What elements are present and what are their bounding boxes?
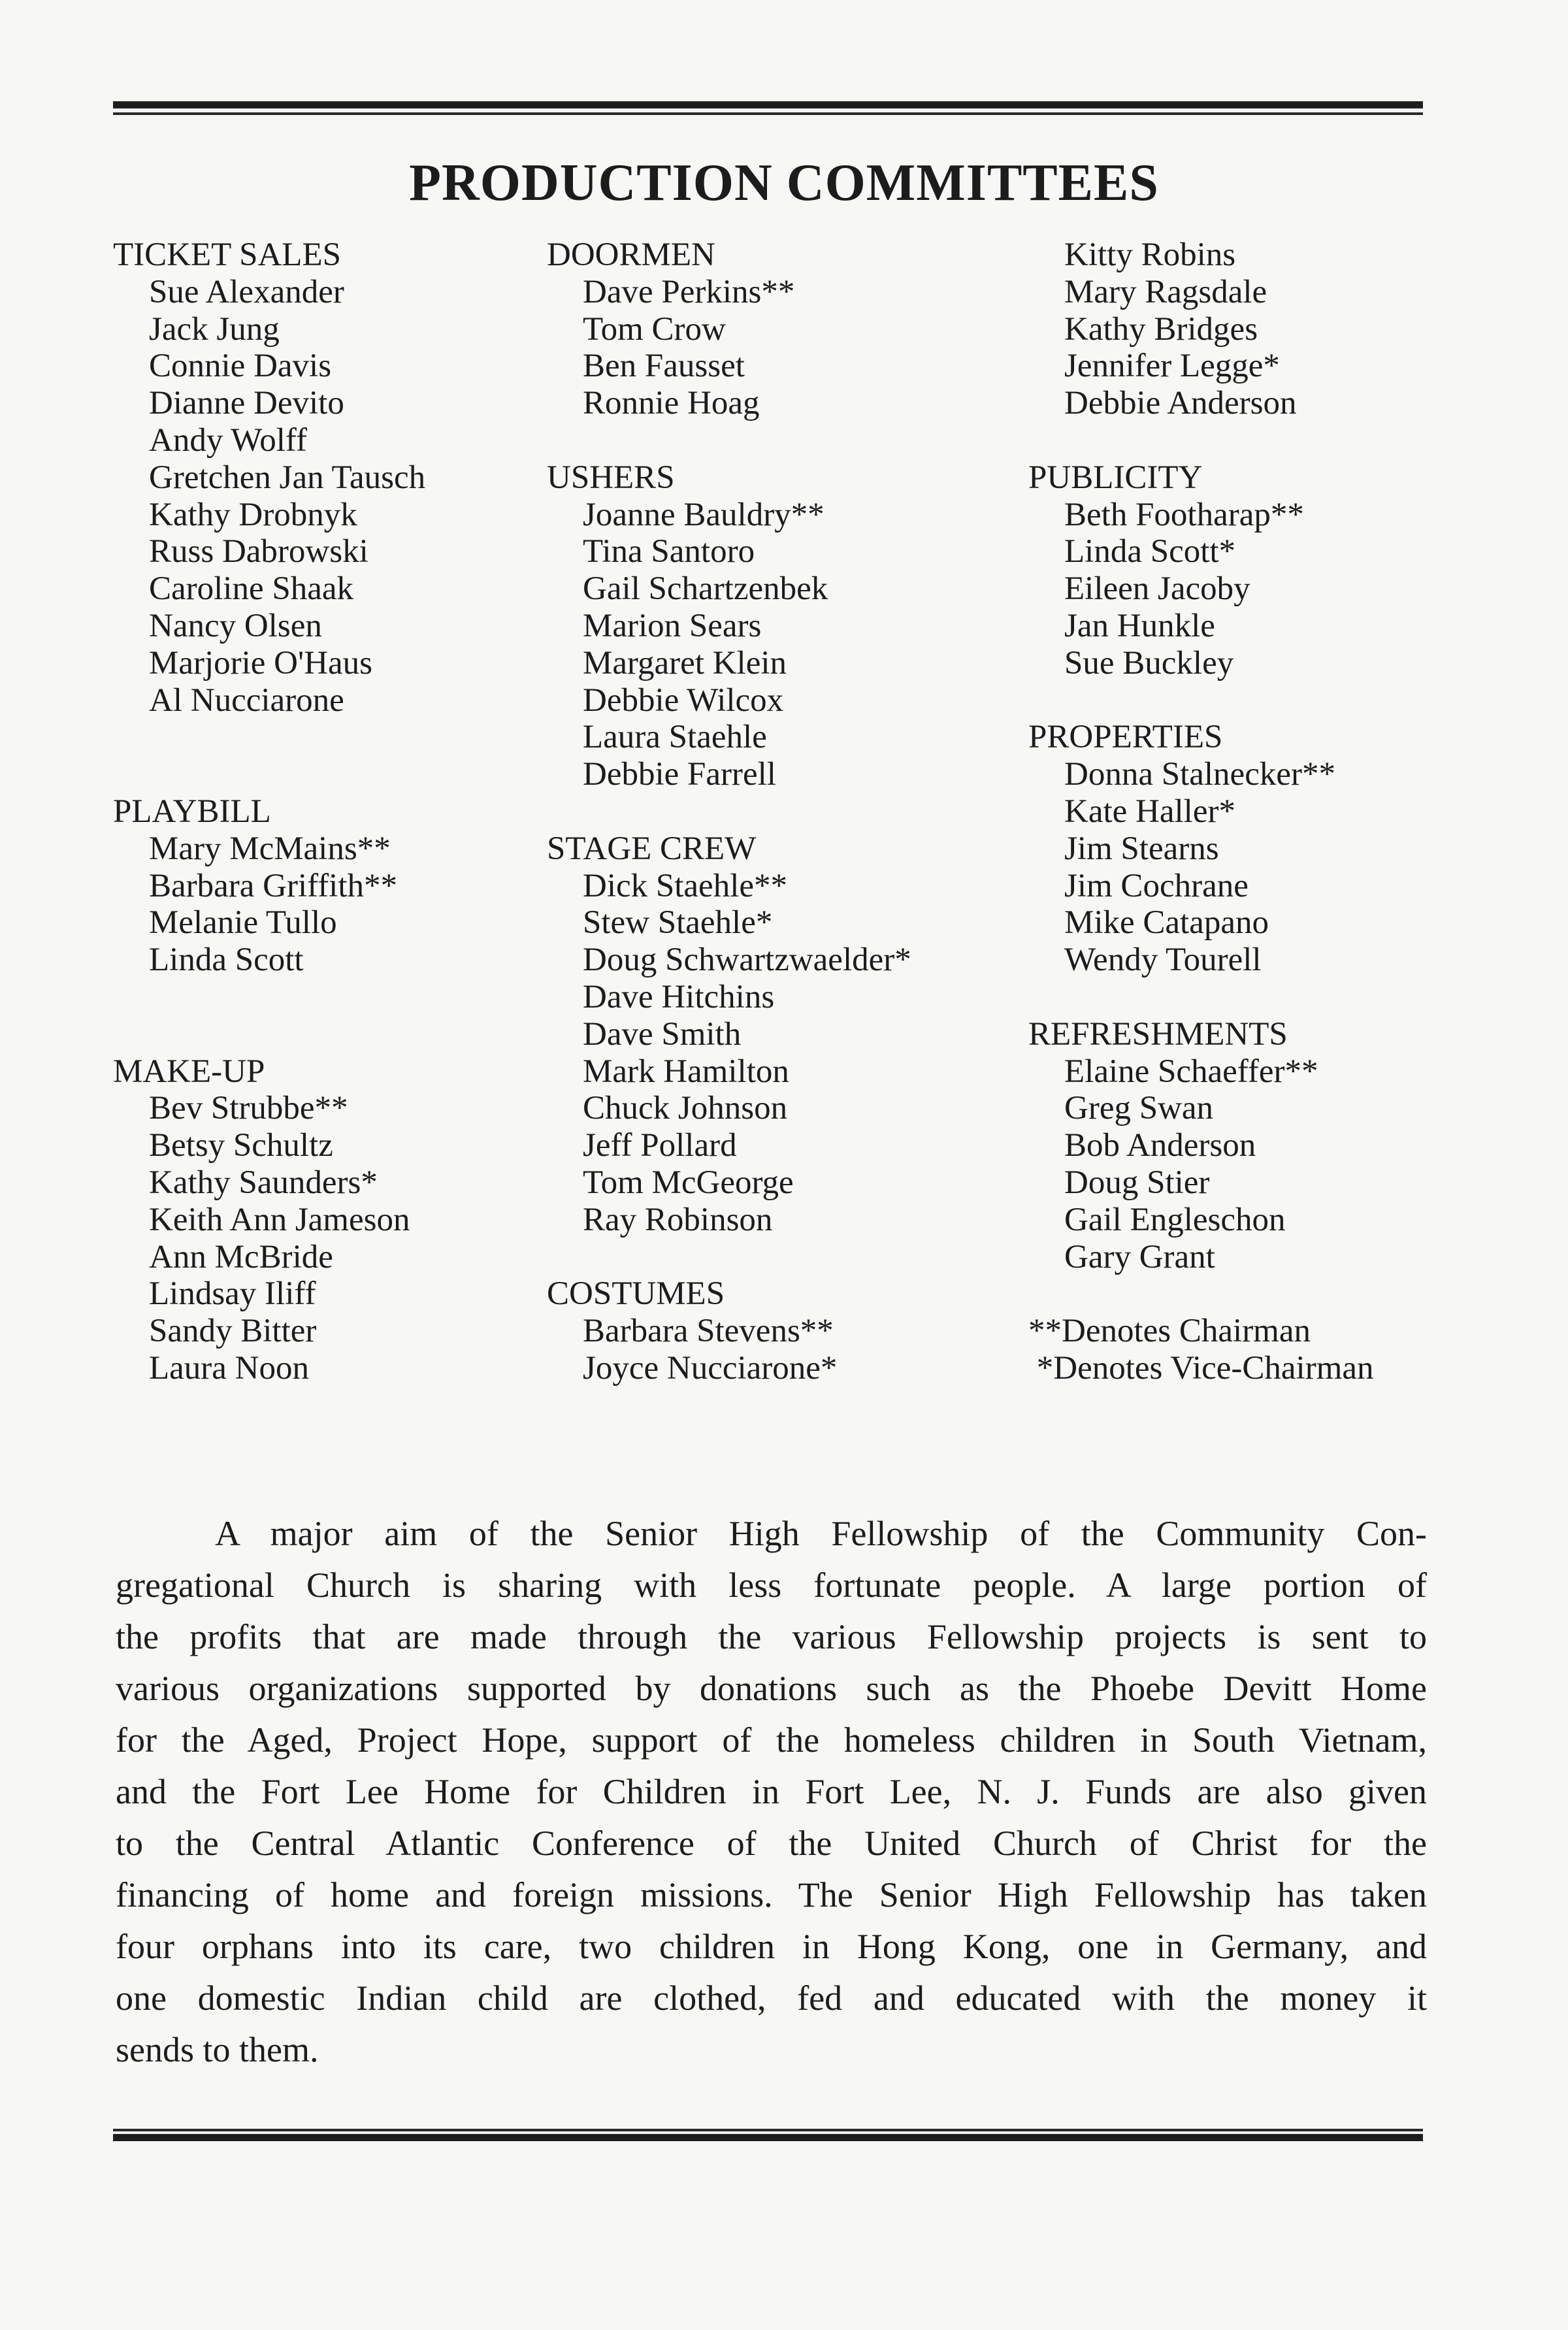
committee-heading: PROPERTIES <box>1028 719 1223 756</box>
member-name: Jim Stearns <box>1064 830 1219 867</box>
committee-heading: PLAYBILL <box>113 793 271 830</box>
member-name: Mark Hamilton <box>583 1053 789 1090</box>
member-name: Elaine Schaeffer** <box>1064 1053 1318 1090</box>
paragraph-line: the profits that are made through the various Fellowship projects is sent to <box>116 1617 1427 1656</box>
member-name: Jennifer Legge* <box>1064 348 1280 385</box>
spacer <box>113 1016 425 1053</box>
paragraph-line: and the Fort Lee Home for Children in Fort Lee, N. J. Funds are also given <box>116 1772 1427 1811</box>
committee-heading: USHERS <box>547 459 675 496</box>
paragraph-line: financing of home and foreign missions. The Senior High Fellowship has taken <box>116 1875 1427 1914</box>
member-name: Linda Scott <box>149 942 304 979</box>
spacer <box>113 756 425 793</box>
member-name: Al Nucciarone <box>149 681 344 719</box>
committee-heading: **Denotes Chairman <box>1028 1313 1311 1350</box>
paragraph-line: four orphans into its care, two children in Hong Kong, one in Germany, and <box>116 1927 1427 1966</box>
member-name: Greg Swan <box>1064 1090 1214 1127</box>
committee-heading: MAKE-UP <box>113 1053 265 1090</box>
committee-column-2 <box>547 237 911 1387</box>
member-name: Gail Engleschon <box>1064 1201 1286 1238</box>
member-name: Caroline Shaak <box>149 570 353 608</box>
member-name: Laura Staehle <box>583 719 767 756</box>
member-name: Mary Ragsdale <box>1064 273 1267 310</box>
member-name: Russ Dabrowski <box>149 533 368 570</box>
spacer <box>1028 979 1374 1016</box>
paragraph-line: sends to them. <box>116 2030 319 2069</box>
member-name: Kathy Saunders* <box>149 1164 378 1201</box>
committee-heading: TICKET SALES <box>113 237 341 273</box>
member-name: Eileen Jacoby <box>1064 570 1250 608</box>
member-name: Ben Fausset <box>583 348 745 385</box>
member-name: Sandy Bitter <box>149 1313 317 1350</box>
member-name: Wendy Tourell <box>1064 942 1262 979</box>
member-name: Beth Footharap** <box>1064 496 1304 533</box>
legend-note: *Denotes Vice-Chairman <box>1028 1349 1374 1387</box>
member-name: Doug Stier <box>1064 1164 1210 1201</box>
member-name: Kitty Robins <box>1064 237 1236 273</box>
member-name: Ray Robinson <box>583 1201 773 1238</box>
member-name: Donna Stalnecker** <box>1064 756 1335 793</box>
member-name: Dick Staehle** <box>583 867 787 904</box>
member-name: Jeff Pollard <box>583 1127 737 1164</box>
member-name: Nancy Olsen <box>149 607 322 644</box>
committee-column-1 <box>113 237 425 1387</box>
spacer <box>113 979 425 1016</box>
bottom-rule-thick <box>113 2134 1423 2141</box>
member-name: Debbie Anderson <box>1064 385 1297 422</box>
spacer <box>547 1239 911 1276</box>
member-name: Marion Sears <box>583 607 762 644</box>
member-name: Jim Cochrane <box>1064 867 1249 904</box>
member-name: Jack Jung <box>149 310 280 348</box>
member-name: Keith Ann Jameson <box>149 1201 410 1238</box>
member-name: Connie Davis <box>149 348 332 385</box>
member-name: Sue Alexander <box>149 273 344 310</box>
member-name: Betsy Schultz <box>149 1127 333 1164</box>
page-title: PRODUCTION COMMITTEES <box>409 154 1159 212</box>
member-name: Doug Schwartzwaelder* <box>583 942 911 979</box>
member-name: Kate Haller* <box>1064 793 1235 830</box>
committee-heading: STAGE CREW <box>547 830 757 867</box>
committee-heading: DOORMEN <box>547 237 715 273</box>
paragraph-line: one domestic Indian child are clothed, fed and educated with the money it <box>116 1978 1427 2018</box>
member-name: Dave Hitchins <box>583 978 775 1015</box>
committee-column-3 <box>1028 237 1374 1387</box>
member-name: Margaret Klein <box>583 644 787 681</box>
member-name: Mike Catapano <box>1064 904 1269 942</box>
member-name: Marjorie O'Haus <box>149 644 373 681</box>
member-name: Bob Anderson <box>1064 1127 1256 1164</box>
spacer <box>113 719 425 756</box>
member-name: Melanie Tullo <box>149 904 337 942</box>
member-name: Joanne Bauldry** <box>583 496 825 533</box>
top-rule-thin <box>113 112 1423 115</box>
member-name: Jan Hunkle <box>1064 607 1215 644</box>
paragraph-line: for the Aged, Project Hope, support of the homeless children in South Vietnam, <box>116 1720 1427 1760</box>
paragraph-line: to the Central Atlantic Conference of the United Church of Christ for the <box>116 1824 1427 1863</box>
member-name: Chuck Johnson <box>583 1090 788 1127</box>
member-name: Tom McGeorge <box>583 1164 794 1201</box>
committee-heading: PUBLICITY <box>1028 459 1203 496</box>
member-name: Debbie Farrell <box>583 756 776 793</box>
spacer <box>547 422 911 459</box>
paragraph-line: A major aim of the Senior High Fellowship of the Community Con- <box>215 1514 1427 1553</box>
member-name: Dianne Devito <box>149 385 344 422</box>
member-name: Tom Crow <box>583 310 726 348</box>
member-name: Bev Strubbe** <box>149 1090 348 1127</box>
member-name: Kathy Drobnyk <box>149 496 357 533</box>
member-name: Barbara Griffith** <box>149 867 398 904</box>
spacer <box>1028 422 1374 459</box>
member-name: Joyce Nucciarone* <box>583 1349 838 1387</box>
fellowship-paragraph <box>116 1508 1427 2076</box>
member-name: Barbara Stevens** <box>583 1313 834 1350</box>
top-rule-thick <box>113 101 1423 108</box>
member-name: Debbie Wilcox <box>583 681 784 719</box>
member-name: Kathy Bridges <box>1064 310 1258 348</box>
member-name: Gary Grant <box>1064 1238 1215 1275</box>
member-name: Sue Buckley <box>1064 644 1234 681</box>
member-name: Dave Smith <box>583 1015 742 1053</box>
member-name: Stew Staehle* <box>583 904 773 942</box>
spacer <box>1028 682 1374 719</box>
spacer <box>547 793 911 830</box>
member-name: Linda Scott* <box>1064 533 1236 570</box>
spacer <box>1028 1275 1374 1313</box>
member-name: Tina Santoro <box>583 533 755 570</box>
member-name: Gail Schartzenbek <box>583 570 828 608</box>
member-name: Ronnie Hoag <box>583 385 760 422</box>
member-name: Dave Perkins** <box>583 273 795 310</box>
member-name: Lindsay Iliff <box>149 1275 316 1313</box>
committee-heading: COSTUMES <box>547 1275 725 1313</box>
member-name: Andy Wolff <box>149 421 307 459</box>
committee-heading: REFRESHMENTS <box>1028 1015 1288 1053</box>
paragraph-line: various organizations supported by donations such as the Phoebe Devitt Home <box>116 1669 1427 1708</box>
bottom-rule-thin <box>113 2129 1423 2131</box>
member-name: Mary McMains** <box>149 830 391 867</box>
paragraph-line: gregational Church is sharing with less fortunate people. A large portion of <box>116 1566 1427 1605</box>
member-name: Gretchen Jan Tausch <box>149 459 426 496</box>
member-name: Laura Noon <box>149 1349 309 1387</box>
member-name: Ann McBride <box>149 1238 333 1275</box>
